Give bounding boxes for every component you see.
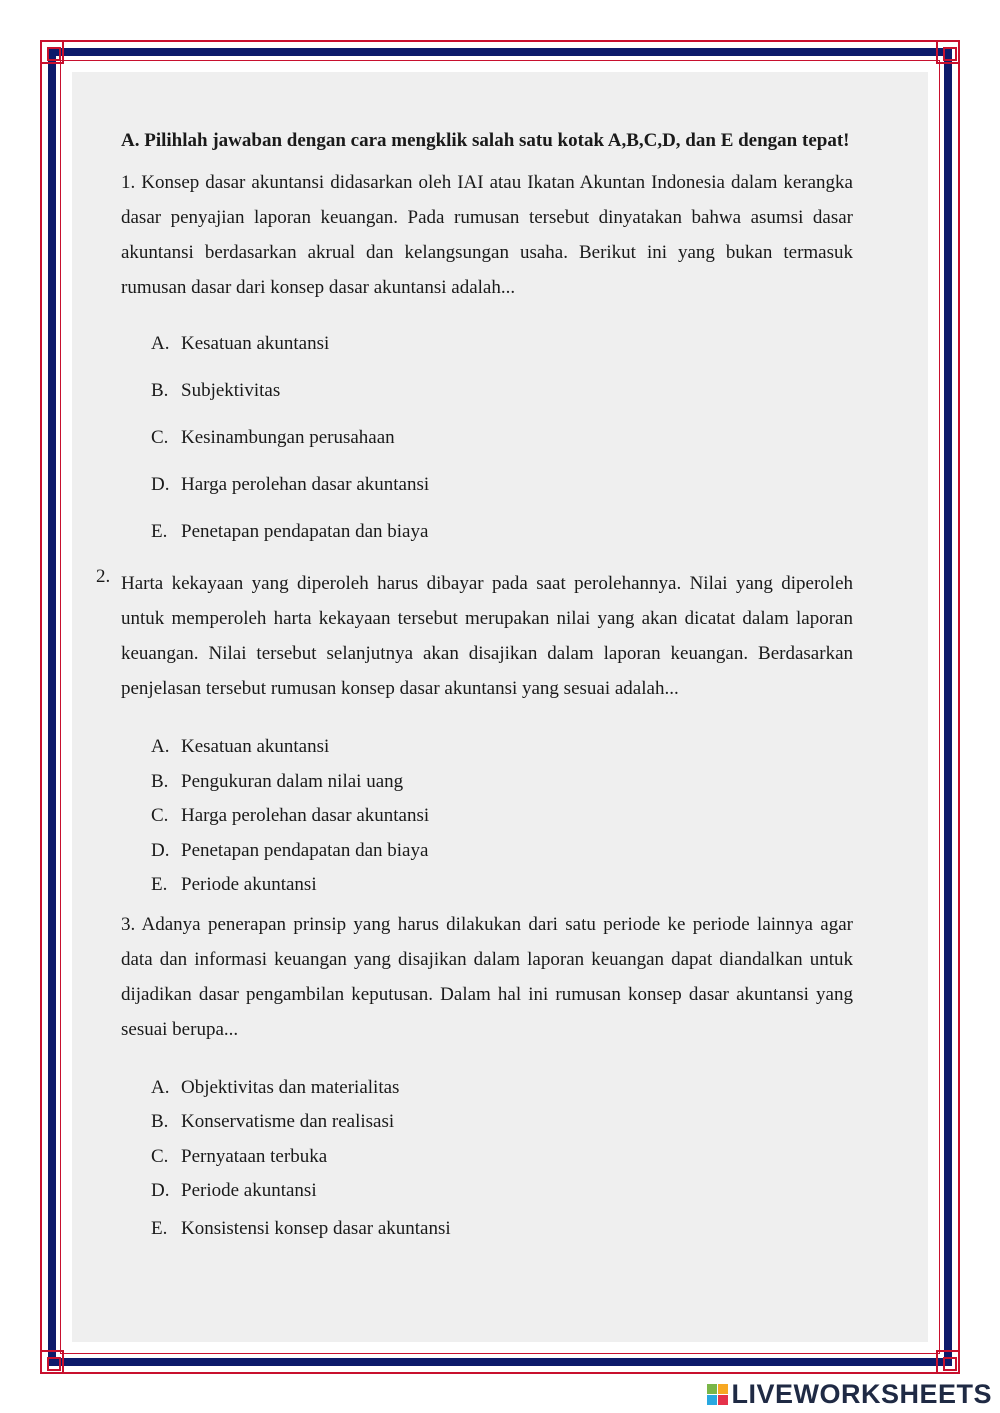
option-text: Penetapan pendapatan dan biaya [181,521,429,542]
q3-option-e[interactable] [151,1216,853,1242]
liveworksheets-logo[interactable] [707,1378,992,1410]
question-3-text [121,907,853,1047]
question-1-number: 1. [121,172,136,193]
option-text: Objektivitas dan materialitas [181,1076,400,1098]
question-1-text [121,165,853,305]
option-text: Pengukuran dalam nilai uang [181,770,404,792]
option-letter: E. [151,874,168,895]
question-1-body: Konsep dasar akuntansi didasarkan oleh IAI atau Ikatan Akuntan Indonesia dalam kerangka dasar penyajian laporan keuangan. Pada rumusan tersebut dinyatakan bahwa asumsi dasar akuntansi berdasarkan akrual dan kelangsungan usaha. Berikut ini yang bukan termasuk rumusan dasar dari konsep dasar akuntansi adalah... [121,172,853,298]
liveworksheets-logo-text: LIVEWORKSHEETS [731,1378,992,1409]
option-letter: C. [151,427,169,448]
option-text: Penetapan pendapatan dan biaya [181,839,429,861]
option-letter: D. [151,839,170,861]
option-letter: E. [151,521,168,542]
question-1-options [121,331,853,545]
option-text: Periode akuntansi [181,874,317,895]
option-letter: E. [151,1218,168,1239]
q2-option-a[interactable] [151,734,853,760]
q1-option-a[interactable] [151,331,853,357]
option-letter: B. [151,380,169,401]
option-text: Periode akuntansi [181,1180,317,1201]
q2-option-c[interactable] [151,803,853,829]
question-2-number: 2. [96,566,111,587]
q1-option-c[interactable] [151,425,853,451]
q1-option-d[interactable] [151,472,853,498]
option-text: Kesatuan akuntansi [181,333,330,354]
question-1 [121,165,853,545]
frame-corner-top-left [40,40,64,64]
question-2-text: Harta kekayaan yang diperoleh harus dibayar pada saat perolehannya. Nilai yang diperoleh untuk memperoleh harta kekayaan tersebut merupakan nilai yang akan dicatat dalam laporan keuangan. Nilai tersebut selanjutnya akan disajikan dalam laporan keuangan. Berdasarkan penjelasan tersebut rumusan konsep dasar akuntansi yang sesuai adalah... [121,573,853,699]
option-letter: D. [151,474,170,495]
q1-option-e[interactable] [151,519,853,545]
worksheet-content [96,124,854,1251]
question-3 [121,907,853,1243]
q2-option-b[interactable] [151,769,853,795]
option-text: Harga perolehan dasar akuntansi [181,805,430,826]
option-letter: C. [151,805,169,826]
option-text: Kesatuan akuntansi [181,736,330,757]
question-3-body: Adanya penerapan prinsip yang harus dilakukan dari satu periode ke periode lainnya agar data dan informasi keuangan yang disajikan dalam laporan keuangan dapat diandalkan untuk dijadikan dasar pengambilan keputusan. Dalam hal ini rumusan konsep dasar akuntansi yang sesuai berupa... [121,913,854,1040]
logo-square-blue [707,1395,717,1405]
logo-square-green [707,1384,717,1394]
option-letter: A. [151,1076,170,1098]
option-letter: A. [151,736,170,757]
option-text: Harga perolehan dasar akuntansi [181,474,430,495]
frame-corner-bottom-left [40,1350,64,1374]
instruction-heading: A. Pilihlah jawaban dengan cara mengklik salah satu kotak A,B,C,D, dan E dengan tepat! [121,130,850,151]
q2-option-d[interactable] [151,838,853,864]
question-2-options [121,734,853,898]
option-text: Konsistensi konsep dasar akuntansi [181,1218,451,1239]
q1-option-b[interactable] [151,378,853,404]
option-letter: A. [151,333,170,354]
option-letter: B. [151,770,169,792]
q3-option-d[interactable] [151,1178,853,1204]
option-letter: D. [151,1180,170,1201]
option-letter: C. [151,1145,169,1167]
logo-square-orange [718,1384,728,1394]
frame-corner-top-right [936,40,960,64]
option-text: Subjektivitas [181,380,281,401]
q2-option-e[interactable] [151,872,853,898]
logo-square-red [718,1395,728,1405]
question-2 [96,566,853,898]
frame-corner-bottom-right [936,1350,960,1374]
question-3-number: 3. [121,913,136,935]
q3-option-b[interactable] [151,1109,853,1135]
option-letter: B. [151,1111,169,1132]
option-text: Kesinambungan perusahaan [181,427,395,448]
question-3-options [121,1075,853,1243]
liveworksheets-logo-icon [707,1384,728,1405]
q3-option-c[interactable] [151,1144,853,1170]
q3-option-a[interactable] [151,1075,853,1101]
option-text: Konservatisme dan realisasi [181,1111,395,1132]
option-text: Pernyataan terbuka [181,1145,328,1167]
